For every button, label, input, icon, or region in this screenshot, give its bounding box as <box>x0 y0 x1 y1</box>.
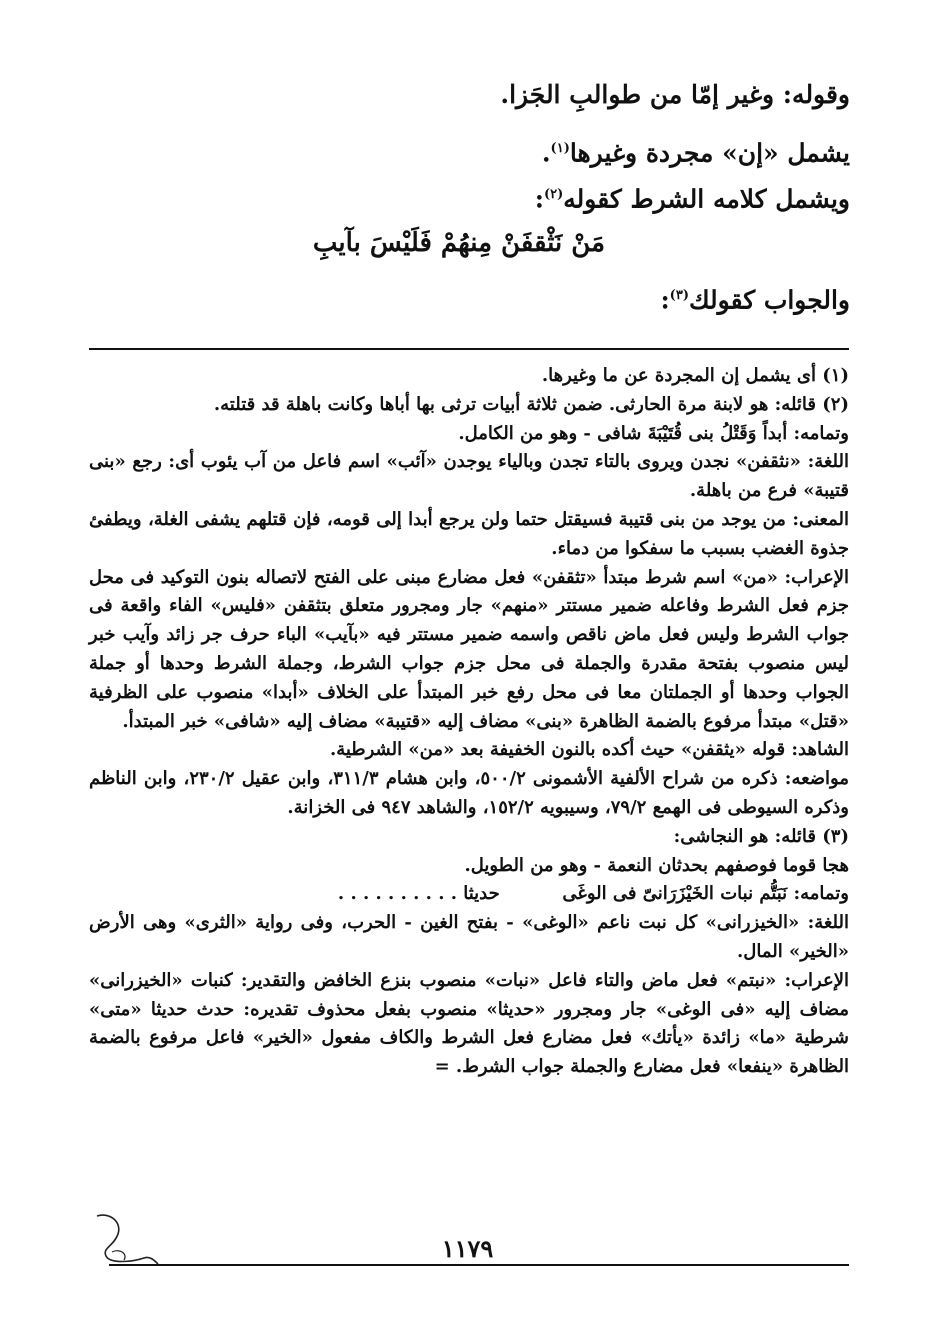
footnote-2-parsing: الإعراب: «من» اسم شرط مبتدأ «تثقفن» فعل مضارع مبنى على الفتح لاتصاله بنون التوكيد فى محل جزم فعل الشرط وفاعله ضمير مستتر «منهم» جار ومجرور متعلق بتثقفن «فليس» الفاء واقعة فى جواب الشرط وليس فعل ماض ناقص واسمه ضمير مستتر فيه «بآيب» الباء حرف جر زائد وآيب خبر ليس منصوب بفتحة مقدرة والجملة فى محل جزم جواب الشرط، وجملة الشرط وحدها أو جملة الجواب وحدها أو الجملتان معا فى محل رفع خبر المبتدأ على الخلاف «أبدا» منصوب على الظرفية «قتل» مبتدأ مرفوع بالضمة الظاهرة «بنى» مضاف إليه «قتيبة» مضاف إليه «شافى» خبر المبتدأ. <box>89 566 849 732</box>
main-line-5-end: : <box>660 285 670 315</box>
footnote-2-author: (٢) قائله: هو لابنة مرة الحارثى. ضمن ثلاثة أبيات ترثى بها أباها وكانت باهلة قد قتلته. <box>213 393 849 415</box>
footnote-3-parsing: الإعراب: «نبتم» فعل ماض والتاء فاعل «نبات» منصوب بنزع الخافض والتقدير: كنبات «الخيزرانى» مضاف إليه «فى الوغى» جار ومجرور «حديثا» منصوب بفعل محذوف تقديره: حدث حديثا «متى» شرطية «ما» زائدة «يأتك» فعل مضارع فعل الشرط والكاف مفعول «الخير» فاعل مرفوع بالضمة الظاهرة «ينفعا» فعل مضارع والجملة جواب الشرط. = <box>89 969 849 1078</box>
main-line-5-text: والجواب كقولك <box>688 285 850 315</box>
main-line-1: وقوله: وغير إمّا من طوالبِ الجَزا. <box>500 80 850 109</box>
main-line-3-text: ويشمل كلامه الشرط كقوله <box>563 184 850 214</box>
bottom-rule <box>109 1264 849 1266</box>
footnote-ref-3: (٣) <box>669 288 689 303</box>
footnotes-block <box>89 362 849 1082</box>
main-line-3-end: : <box>534 184 544 214</box>
main-line-2-end: . <box>541 138 551 168</box>
page-number: ١١٧٩ <box>441 1234 494 1263</box>
main-line-2-text: يشمل «إن» مجردة وغيرها <box>569 138 850 168</box>
footnote-3-context: هجا قوما فوصفهم بحدثان النعمة - وهو من الطويل. <box>464 854 849 876</box>
footnote-ref-1: (١) <box>550 141 570 156</box>
footnote-3-lexicon: اللغة: «الخيزرانى» كل نبت ناعم «الوغى» - بفتح الغين - الحرب، وفى رواية «الثرى» وهى الأرض «الخير» المال. <box>89 912 849 962</box>
footnote-ref-2: (٢) <box>543 187 564 202</box>
footnote-3-completion: وتمامه: نَبَتُّم نبات الخَيْزَرَانىّ فى الوغَى حديثا . . . . . . . . . . <box>337 883 849 905</box>
footnote-3-author: (٣) قائله: هو النجاشى: <box>673 825 849 847</box>
main-line-3 <box>535 177 850 217</box>
footnote-2-sources: مواضعه: ذكره من شراح الألفية الأشمونى ٥٠٠/٢، وابن هشام ٣١١/٣، وابن عقيل ٢٣٠/٢، وابن الناظم وذكره السيوطى فى الهمع ٧٩/٢، وسيبويه ١٥٢/٢، والشاهد ٩٤٧ فى الخزانة. <box>89 768 849 818</box>
footnote-1: (١) أى يشمل إن المجردة عن ما وغيرها. <box>541 365 849 386</box>
footnote-2-completion: وتمامه: أبداً وَقَتْلُ بنى قُتَيْبَةَ شافى - وهو من الكامل. <box>458 422 849 444</box>
footnote-2-lexicon: اللغة: «نثقفن» نجدن ويروى بالتاء تجدن وبالياء يوجدن «آئب» اسم فاعل من آب يئوب أى: رجع «بنى قتيبة» فرع من باهلة. <box>89 451 849 502</box>
verse-line: مَنْ نَثْقفَنْ مِنهُمْ فَلَيْسَ بآيبِ <box>312 228 605 258</box>
footnote-separator <box>89 348 849 350</box>
main-line-5 <box>660 278 850 318</box>
footnote-2-evidence: الشاهد: قوله «يثقفن» حيث أكده بالنون الخفيفة بعد «من» الشرطية. <box>329 739 849 761</box>
footnote-2-meaning: المعنى: من يوجد من بنى قتيبة فسيقتل حتما ولن يرجع أبدا إلى قومه، فإن قتلهم يشفى الغلة، ويطفئ جذوة الغضب بسبب ما سفكوا من دماء. <box>89 508 849 559</box>
main-line-2 <box>542 131 850 171</box>
